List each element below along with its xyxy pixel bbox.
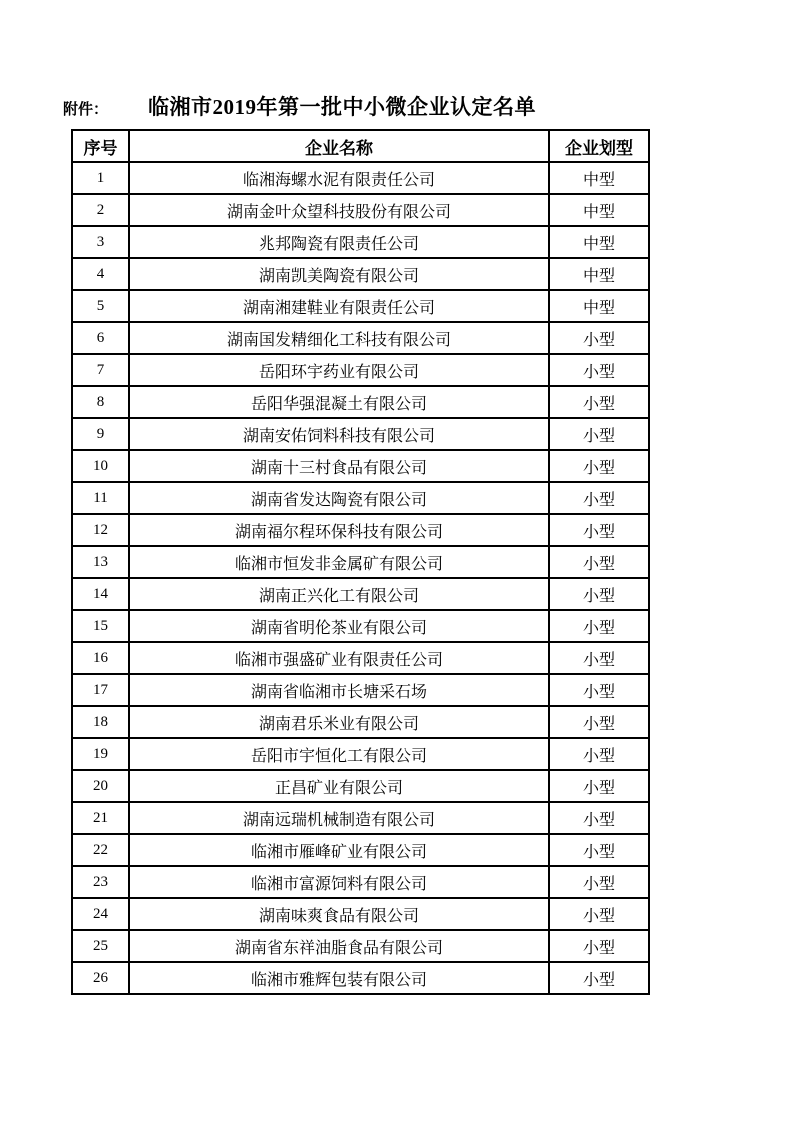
table-row <box>72 834 649 866</box>
cell-index: 7 <box>72 354 129 386</box>
cell-type: 小型 <box>549 578 649 610</box>
table-row <box>72 898 649 930</box>
cell-type: 小型 <box>549 738 649 770</box>
table-row <box>72 290 649 322</box>
cell-index: 14 <box>72 578 129 610</box>
cell-type: 小型 <box>549 802 649 834</box>
cell-type: 中型 <box>549 258 649 290</box>
cell-index: 9 <box>72 418 129 450</box>
cell-name: 岳阳环宇药业有限公司 <box>129 354 549 386</box>
table-row <box>72 802 649 834</box>
col-header-index: 序号 <box>72 130 129 162</box>
cell-name: 湖南正兴化工有限公司 <box>129 578 549 610</box>
cell-index: 18 <box>72 706 129 738</box>
cell-name: 正昌矿业有限公司 <box>129 770 549 802</box>
table-row <box>72 386 649 418</box>
cell-type: 小型 <box>549 450 649 482</box>
cell-index: 22 <box>72 834 129 866</box>
cell-index: 11 <box>72 482 129 514</box>
cell-index: 17 <box>72 674 129 706</box>
table-row <box>72 258 649 290</box>
cell-name: 临湘市雅辉包装有限公司 <box>129 962 549 994</box>
cell-type: 小型 <box>549 514 649 546</box>
cell-index: 3 <box>72 226 129 258</box>
cell-index: 25 <box>72 930 129 962</box>
table-row <box>72 706 649 738</box>
cell-type: 小型 <box>549 706 649 738</box>
cell-name: 岳阳华强混凝土有限公司 <box>129 386 549 418</box>
cell-name: 临湘市雁峰矿业有限公司 <box>129 834 549 866</box>
cell-type: 小型 <box>549 322 649 354</box>
table-row <box>72 322 649 354</box>
cell-index: 12 <box>72 514 129 546</box>
cell-type: 小型 <box>549 962 649 994</box>
cell-index: 1 <box>72 162 129 194</box>
page-title: 临湘市2019年第一批中小微企业认定名单 <box>148 95 537 119</box>
cell-type: 小型 <box>549 354 649 386</box>
cell-name: 湖南金叶众望科技股份有限公司 <box>129 194 549 226</box>
table-row <box>72 546 649 578</box>
table-row <box>72 194 649 226</box>
enterprise-table <box>71 129 650 995</box>
cell-name: 湖南省东祥油脂食品有限公司 <box>129 930 549 962</box>
cell-type: 中型 <box>549 290 649 322</box>
cell-type: 小型 <box>549 930 649 962</box>
cell-name: 湖南省临湘市长塘采石场 <box>129 674 549 706</box>
cell-name: 兆邦陶瓷有限责任公司 <box>129 226 549 258</box>
table-row <box>72 962 649 994</box>
cell-name: 岳阳市宇恒化工有限公司 <box>129 738 549 770</box>
cell-index: 5 <box>72 290 129 322</box>
cell-index: 13 <box>72 546 129 578</box>
cell-name: 湖南凯美陶瓷有限公司 <box>129 258 549 290</box>
table-row <box>72 162 649 194</box>
cell-type: 小型 <box>549 418 649 450</box>
table-row <box>72 674 649 706</box>
cell-index: 20 <box>72 770 129 802</box>
cell-type: 小型 <box>549 866 649 898</box>
cell-index: 2 <box>72 194 129 226</box>
cell-index: 15 <box>72 610 129 642</box>
cell-name: 临湘市富源饲料有限公司 <box>129 866 549 898</box>
cell-name: 湖南省明伦茶业有限公司 <box>129 610 549 642</box>
attachment-label: 附件： <box>63 102 109 118</box>
cell-name: 湖南味爽食品有限公司 <box>129 898 549 930</box>
table-row <box>72 738 649 770</box>
table-row <box>72 482 649 514</box>
col-header-type: 企业划型 <box>549 130 649 162</box>
table-row <box>72 514 649 546</box>
cell-type: 中型 <box>549 194 649 226</box>
table-row <box>72 226 649 258</box>
table-row <box>72 610 649 642</box>
cell-type: 小型 <box>549 898 649 930</box>
table-row <box>72 770 649 802</box>
cell-name: 湖南君乐米业有限公司 <box>129 706 549 738</box>
cell-type: 小型 <box>549 386 649 418</box>
cell-name: 临湘市恒发非金属矿有限公司 <box>129 546 549 578</box>
table-row <box>72 930 649 962</box>
cell-type: 中型 <box>549 162 649 194</box>
cell-name: 湖南国发精细化工科技有限公司 <box>129 322 549 354</box>
cell-type: 小型 <box>549 674 649 706</box>
cell-name: 湖南安佑饲料科技有限公司 <box>129 418 549 450</box>
title-row <box>63 91 536 121</box>
cell-name: 湖南省发达陶瓷有限公司 <box>129 482 549 514</box>
cell-type: 小型 <box>549 642 649 674</box>
cell-name: 临湘市强盛矿业有限责任公司 <box>129 642 549 674</box>
table-row <box>72 354 649 386</box>
cell-name: 湖南十三村食品有限公司 <box>129 450 549 482</box>
cell-name: 湖南湘建鞋业有限责任公司 <box>129 290 549 322</box>
cell-index: 24 <box>72 898 129 930</box>
cell-index: 4 <box>72 258 129 290</box>
cell-type: 小型 <box>549 610 649 642</box>
table-header-row <box>72 130 649 162</box>
table-row <box>72 642 649 674</box>
col-header-name: 企业名称 <box>129 130 549 162</box>
cell-type: 小型 <box>549 834 649 866</box>
cell-index: 21 <box>72 802 129 834</box>
table-row <box>72 450 649 482</box>
cell-index: 10 <box>72 450 129 482</box>
cell-index: 6 <box>72 322 129 354</box>
cell-name: 湖南远瑞机械制造有限公司 <box>129 802 549 834</box>
cell-type: 中型 <box>549 226 649 258</box>
table-row <box>72 418 649 450</box>
cell-type: 小型 <box>549 770 649 802</box>
cell-name: 临湘海螺水泥有限责任公司 <box>129 162 549 194</box>
table-row <box>72 578 649 610</box>
table-body <box>72 162 649 994</box>
cell-index: 26 <box>72 962 129 994</box>
cell-index: 8 <box>72 386 129 418</box>
cell-type: 小型 <box>549 546 649 578</box>
table-row <box>72 866 649 898</box>
cell-index: 19 <box>72 738 129 770</box>
cell-index: 16 <box>72 642 129 674</box>
cell-name: 湖南福尔程环保科技有限公司 <box>129 514 549 546</box>
cell-index: 23 <box>72 866 129 898</box>
cell-type: 小型 <box>549 482 649 514</box>
